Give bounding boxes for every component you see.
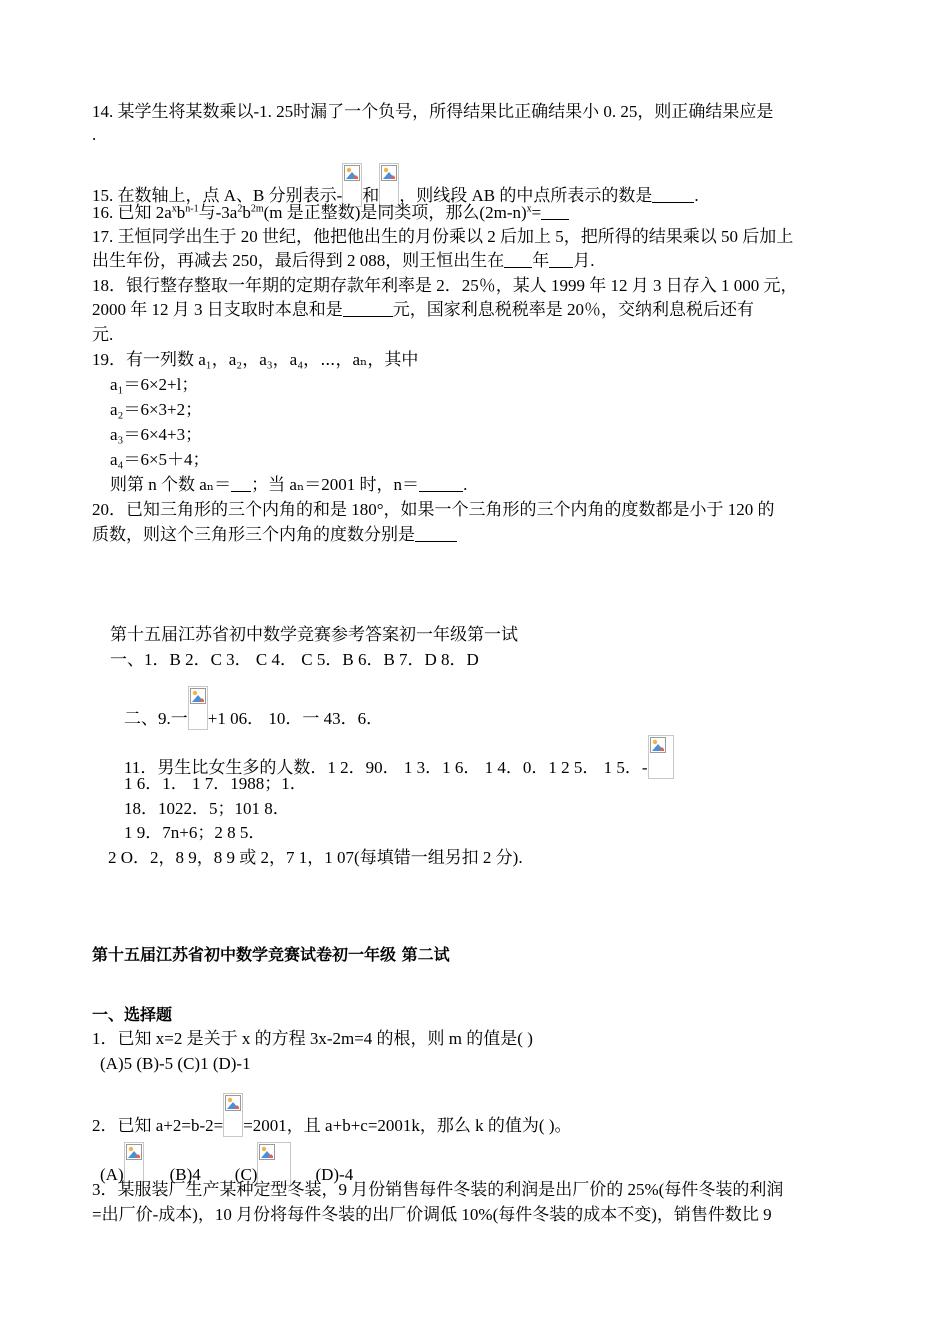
answers-line: 18．1022．5；101 8．	[124, 799, 290, 818]
answer-blank	[231, 475, 251, 492]
section-heading: 一、选择题	[92, 1005, 173, 1024]
question-3-line2: =出厂价-成本)，10 月份将每件冬装的出厂价调低 10%(每件冬装的成本不变)，销售件数比 9	[92, 1205, 772, 1224]
answer-blank	[419, 475, 463, 492]
q18-line3: 元.	[92, 325, 114, 344]
broken-image-icon	[379, 163, 399, 207]
q20-line1: 20．已知三角形的三个内角的和是 180°，如果一个三角形的三个内角的度数都是小于 120 的	[92, 500, 775, 519]
q19-row: a₂＝6×3+2；	[110, 400, 203, 419]
question-1: 1．已知 x=2 是关于 x 的方程 3x-2m=4 的根，则 m 的值是( )	[92, 1029, 533, 1048]
q15-line: 15. 在数轴上，点 A、B 分别表示- 和 ，则线段 AB 的中点所表示的数是 .	[92, 163, 699, 207]
second-test-title: 第十五届江苏省初中数学竞赛试卷初一年级 第二试	[92, 945, 450, 964]
question-1-options: (A)5 (B)-5 (C)1 (D)-1	[100, 1054, 251, 1073]
broken-image-icon	[342, 163, 362, 207]
q17-line2: 出生年份，再减去 250，最后得到 2 088，则王恒出生在 年 月.	[92, 251, 595, 270]
broken-image-icon	[223, 1093, 243, 1137]
answers-line: 11．男生比女生多的人数．1 2．90． 1 3．1 6． 1 4．0．1 2 5． 1 5．-	[124, 735, 674, 779]
answers-line: 1 9．7n+6；2 8 5．	[124, 823, 266, 842]
q14-line2: .	[92, 125, 97, 144]
answer-blank	[415, 525, 457, 542]
answer-blank	[652, 186, 694, 203]
q19-row: a₄＝6×5＋4；	[110, 450, 210, 469]
q19-head: 19．有一列数 a₁，a₂，a₃，a₄，⋯，aₙ，其中	[92, 350, 419, 369]
question-2-options: (A) (B)4 (C) (D)-4	[100, 1142, 353, 1186]
q20-line2: 质数，则这个三角形三个内角的度数分别是	[92, 524, 457, 546]
answers-line: 一、1．B 2．C 3． C 4． C 5．B 6．B 7．D 8．D	[110, 650, 479, 669]
q19-row: a₃＝6×4+3；	[110, 425, 203, 444]
q18-line1: 18．银行整存整取一年期的定期存款年利率是 2．25％，某人 1999 年 12 月 3 日存入 1 000 元，	[92, 276, 798, 295]
answers-line: 二、9.一 +1 06． 10．一 43．6．	[124, 686, 383, 730]
q17-line1: 17. 王恒同学出生于 20 世纪，他把他出生的月份乘以 2 后加上 5，把所得的结果乘以 50 后加上	[92, 227, 794, 246]
q19-tail: 则第 n 个数 aₙ＝ ；当 aₙ＝2001 时，n＝ .	[110, 475, 468, 494]
q18-line2: 2000 年 12 月 3 日支取时本息和是 元，国家利息税税率是 20％，交纳利息税后还有	[92, 300, 754, 319]
answer-blank	[343, 300, 393, 317]
answers-title: 第十五届江苏省初中数学竞赛参考答案初一年级第一试	[110, 625, 518, 644]
answers-line: 2 O．2，8 9，8 9 或 2，7 1，1 07(每填错一组另扣 2 分).	[108, 848, 523, 867]
q14-line1: 14. 某学生将某数乘以-1. 25时漏了一个负号，所得结果比正确结果小 0. 25，则正确结果应是	[92, 102, 774, 121]
broken-image-icon	[648, 735, 674, 779]
q16-line: 16. 已知 $2a^xb^{n-1}$与$-3a^2b^{2m}(m$ 是正整数)是同类项，那么$(2m-n)^x=$	[92, 202, 569, 224]
broken-image-icon	[188, 686, 208, 730]
question-3-line1: 3．某服装厂生产某种定型冬装，9 月份销售每件冬装的利润是出厂价的 25%(每件冬装的利润	[92, 1180, 784, 1199]
answer-blank	[541, 203, 569, 220]
answer-blank	[549, 251, 573, 268]
answer-blank	[504, 251, 532, 268]
q19-row: a₁＝6×2+l；	[110, 375, 199, 394]
question-2: 2．已知 a+2=b-2= =2001，且 a+b+c=2001k，那么 k 的值为( )。	[92, 1093, 571, 1137]
answers-line: 1 6．1． 1 7．1988；1．	[124, 774, 307, 793]
